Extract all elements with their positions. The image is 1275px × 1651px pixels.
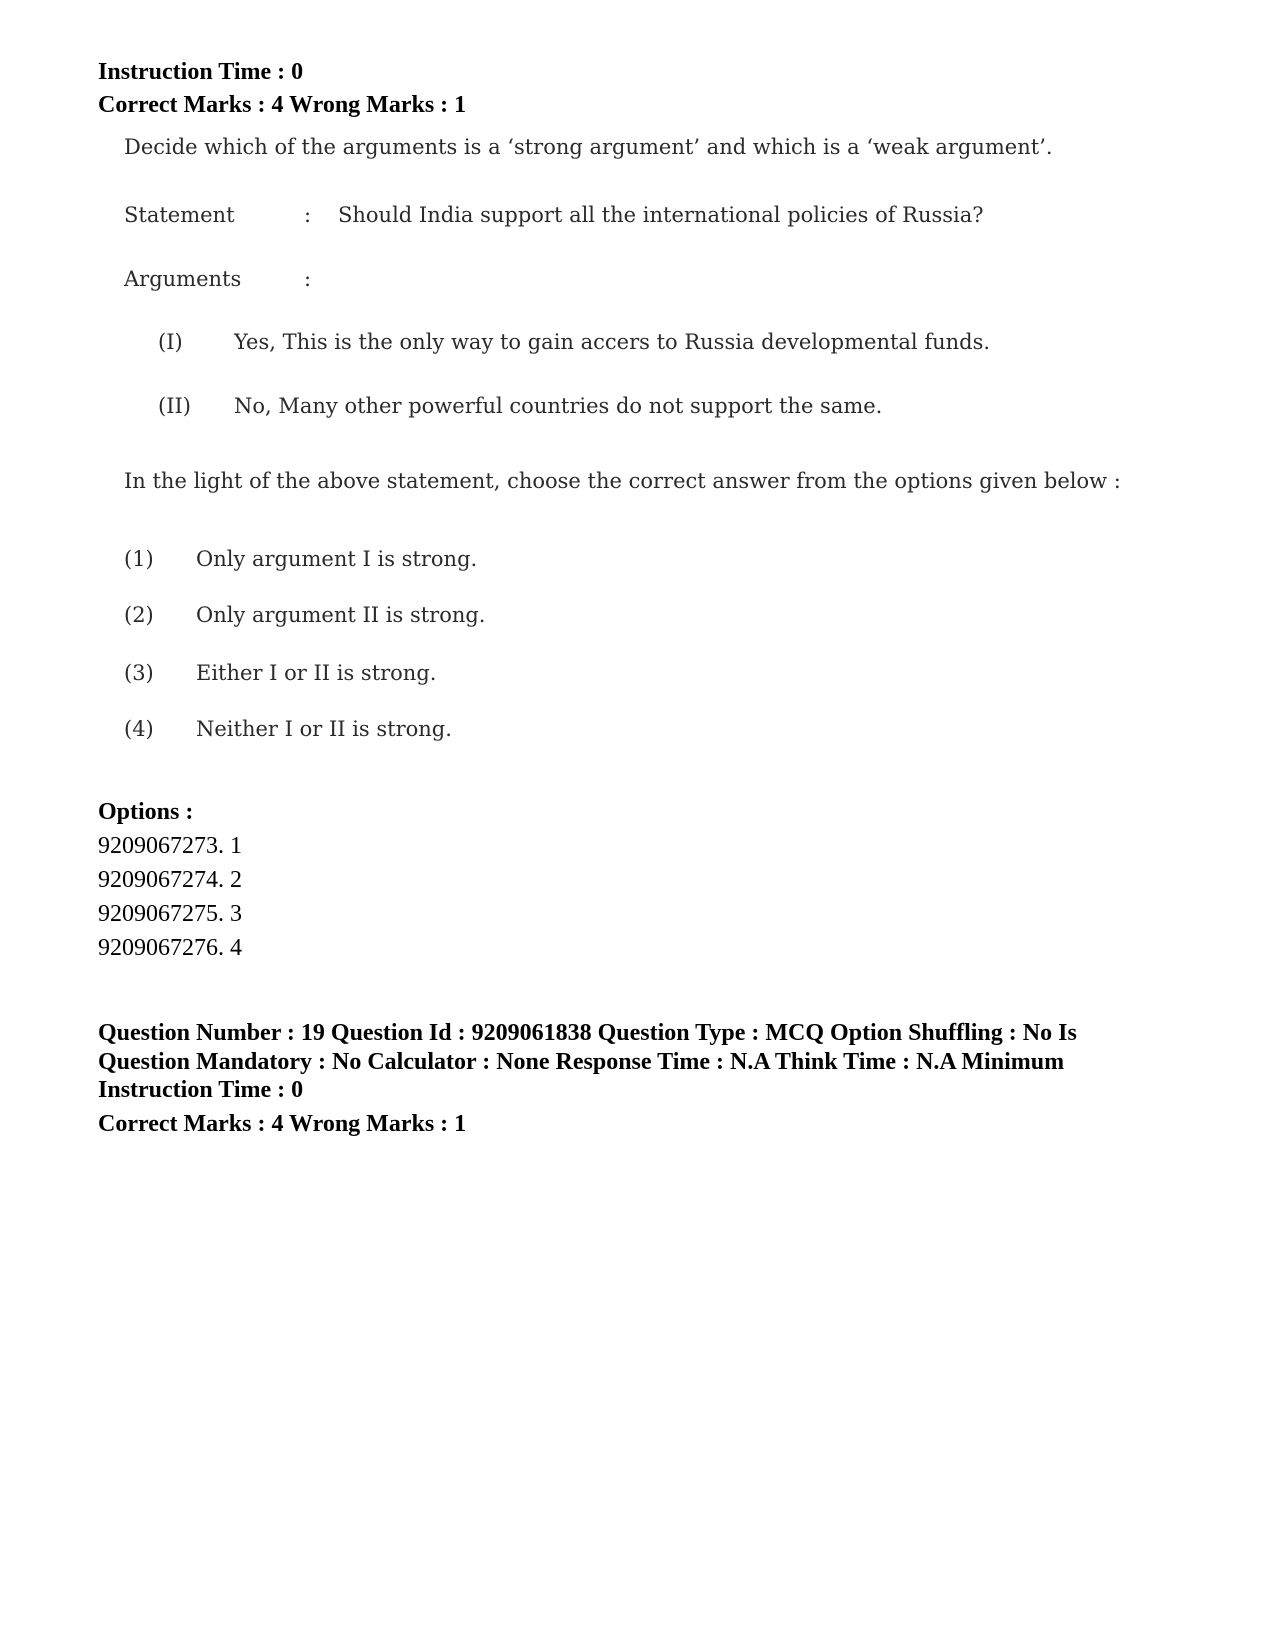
choice-text: Only argument I is strong.	[196, 547, 478, 571]
choice-num: (1)	[124, 547, 154, 571]
options-label: Options :	[98, 799, 194, 825]
statement-text: Should India support all the international policies of Russia?	[338, 203, 984, 227]
next-question-meta	[98, 1019, 1077, 1105]
choice-num: (4)	[124, 717, 154, 741]
argument-text: No, Many other powerful countries do not support the same.	[234, 394, 883, 418]
instruction-time: Instruction Time : 0	[98, 59, 304, 85]
arguments-colon: :	[304, 267, 312, 291]
argument-text: Yes, This is the only way to gain accers to Russia developmental funds.	[234, 330, 991, 354]
meta-line: Instruction Time : 0	[98, 1077, 304, 1103]
option-item: 9209067273. 1	[98, 833, 242, 859]
choice-num: (3)	[124, 661, 154, 685]
choice-text: Neither I or II is strong.	[196, 717, 452, 741]
choice-num: (2)	[124, 603, 154, 627]
argument-num: (II)	[158, 394, 191, 418]
question-image	[118, 132, 1121, 792]
statement-label: Statement	[124, 203, 235, 227]
meta-line: Question Number : 19 Question Id : 9209061838 Question Type : MCQ Option Shuffling : No Is	[98, 1020, 1077, 1046]
choice-text: Only argument II is strong.	[196, 603, 486, 627]
statement-colon: :	[304, 203, 312, 227]
option-item: 9209067275. 3	[98, 901, 242, 927]
question-prompt: Decide which of the arguments is a ‘strong argument’ and which is a ‘weak argument’.	[124, 135, 1053, 159]
argument-num: (I)	[158, 330, 183, 354]
arguments-label: Arguments	[124, 267, 242, 291]
meta-line: Question Mandatory : No Calculator : None Response Time : N.A Think Time : N.A Minimum	[98, 1048, 1065, 1075]
option-item: 9209067274. 2	[98, 867, 242, 893]
option-item: 9209067276. 4	[98, 935, 242, 961]
question-instruction: In the light of the above statement, choose the correct answer from the options given below :	[124, 469, 1121, 493]
next-question-marks: Correct Marks : 4 Wrong Marks : 1	[98, 1111, 467, 1137]
choice-text: Either I or II is strong.	[196, 661, 437, 685]
marks-line: Correct Marks : 4 Wrong Marks : 1	[98, 92, 467, 118]
